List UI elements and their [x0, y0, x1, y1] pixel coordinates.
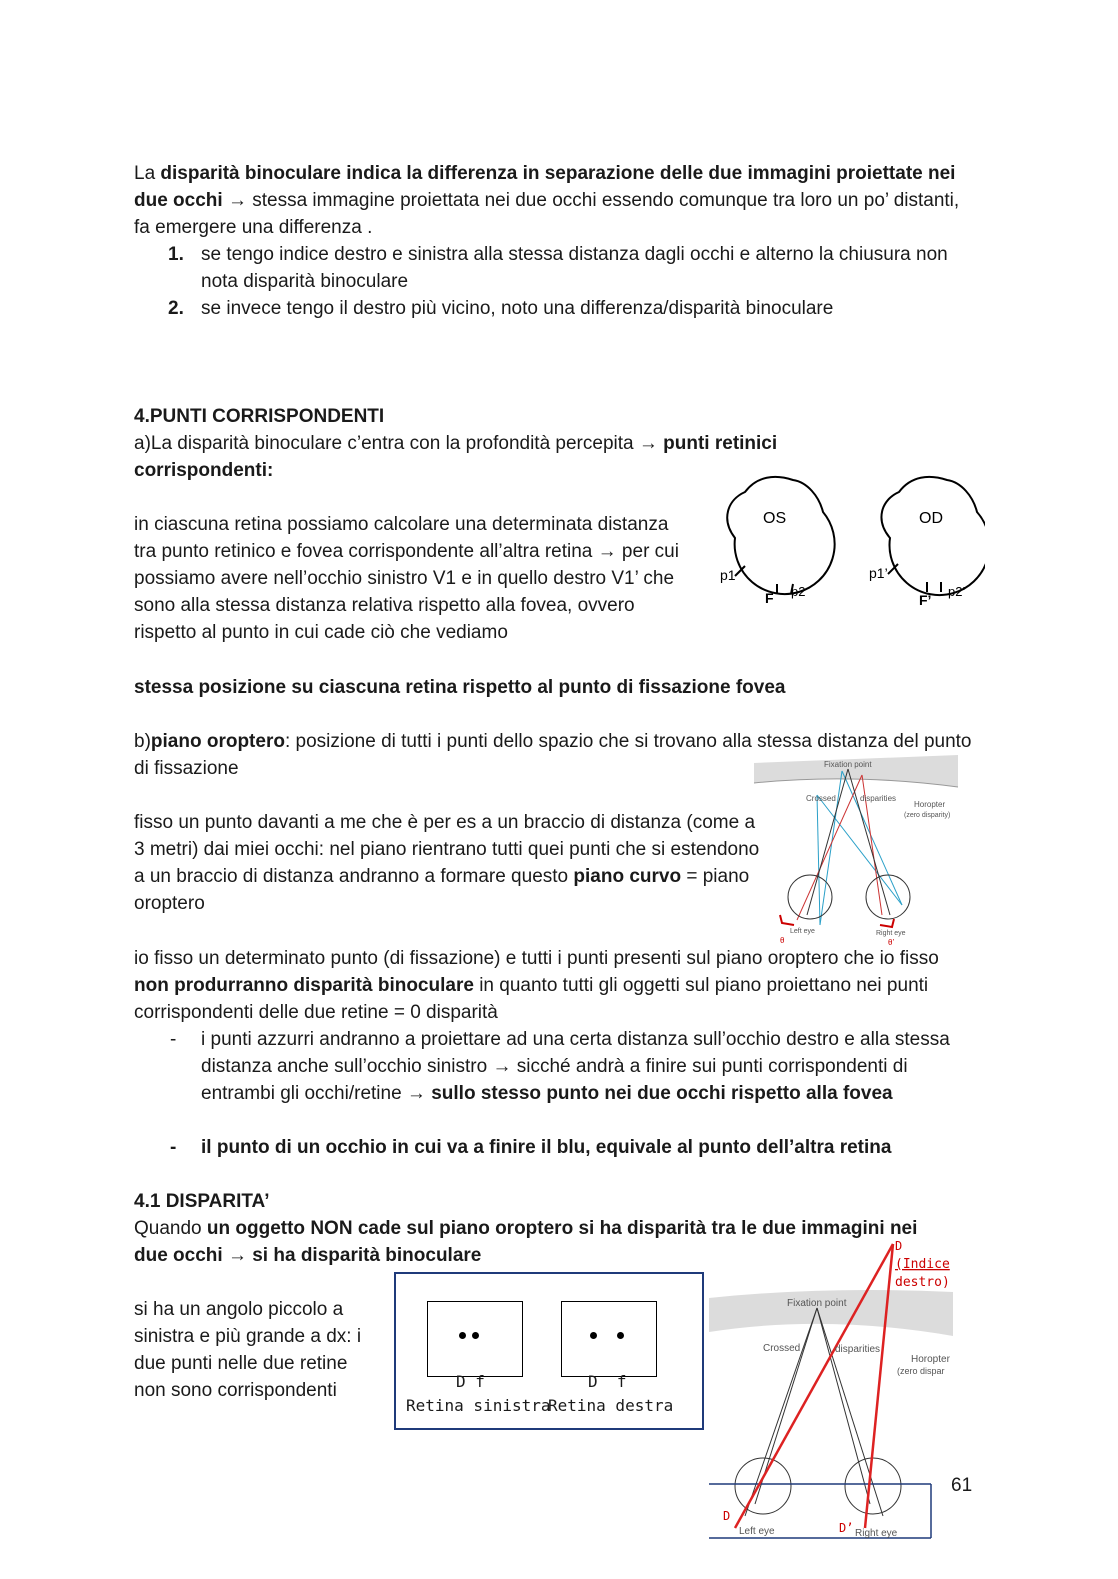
fr-label: F’: [919, 592, 932, 608]
disparities-label: disparities: [860, 794, 897, 803]
d-top-label: D: [895, 1239, 903, 1253]
section-heading: 4.1 DISPARITA’: [134, 1191, 270, 1212]
theta-right-label: θ’: [888, 938, 895, 945]
dot-f: [472, 1332, 479, 1339]
disparity-figure: [705, 1236, 955, 1542]
intro-paragraph: La disparità binoculare indica la differenza in separazione delle due immagini proiettate nei due occhi → stessa immagine proiettata nei due occhi essendo comunque tra loro un po’ distanti, fa emergere una differenza .: [134, 163, 960, 238]
p2-label: p2: [791, 584, 806, 599]
retina-paragraph: in ciascuna retina possiamo calcolare una determinata distanza tra punto retinico e fovea corrispondente all’altra retina → per cui possiamo avere nell’occhio sinistro V1 e in quello destro V1’ che sono alla stessa distanza relativa rispetto alla fovea, ovvero rispetto al punto in cui cade ciò che vediamo: [134, 514, 679, 643]
crossed-label: Crossed: [806, 794, 836, 803]
indice-label: (Indice: [895, 1257, 950, 1272]
page-number: 61: [951, 1475, 973, 1496]
fixation-label: Fixation point: [787, 1298, 847, 1309]
horopter-label: Horopter: [914, 800, 946, 809]
p2r-label: p2’: [948, 584, 966, 599]
zero-disparity-label: (zero disparity): [904, 812, 951, 819]
disparities-label: disparities: [835, 1344, 881, 1355]
d-right-label: D’: [839, 1521, 854, 1535]
p1-label: p1: [720, 567, 736, 583]
retina-right-label: Retina destra: [548, 1396, 674, 1415]
eyes-figure: [715, 468, 985, 613]
d-left-label: D: [723, 1509, 731, 1523]
left-eye-label: Left eye: [790, 928, 815, 935]
paragraph-quando: Quando un oggetto NON cade sul piano oroptero si ha disparità tra le due immagini nei due occhi → si ha disparità binoculare: [134, 1218, 918, 1266]
fixation-label: Fixation point: [824, 760, 872, 769]
paragraph-a: a)La disparità binoculare c’entra con la profondità percepita → punti retinici corrispondenti:: [134, 433, 778, 481]
p1r-label: p1’: [869, 565, 888, 581]
right-eye-label: Right eye: [855, 1528, 898, 1539]
df-right-label: D f: [588, 1372, 627, 1391]
io-paragraph: io fisso un determinato punto (di fissazione) e tutti i punti presenti sul piano oroptero che io fisso non produrranno disparità binoculare in quanto tutti gli oggetti sul piano proiettano nei punti corrispondenti delle due retine = 0 disparità: [134, 948, 939, 1023]
dot-d: [459, 1332, 466, 1339]
theta-label: θ: [780, 936, 785, 945]
angle-paragraph: si ha un angolo piccolo a sinistra e più grande a dx: i due punti nelle due retine non sono corrispondenti: [134, 1299, 362, 1401]
crossed-label: Crossed: [763, 1343, 801, 1354]
retina-left-label: Retina sinistra: [406, 1396, 551, 1415]
destro-label: destro): [895, 1275, 950, 1290]
dot-d: [590, 1332, 597, 1339]
f-label: F: [765, 590, 774, 606]
retina-diagram: [394, 1272, 704, 1430]
df-left-label: D f: [456, 1372, 485, 1391]
os-label: OS: [763, 510, 787, 527]
horopter-figure: [752, 755, 962, 945]
same-position-text: stessa posizione su ciascuna retina rispetto al punto di fissazione fovea: [134, 677, 786, 698]
right-retina-box: [561, 1301, 657, 1377]
horopter-label: Horopter: [911, 1354, 950, 1365]
right-eye-label: Right eye: [876, 930, 906, 937]
section-heading: 4.PUNTI CORRISPONDENTI: [134, 406, 385, 427]
fisso-paragraph: fisso un punto davanti a me che è per es a un braccio di distanza (come a 3 metri) dai miei occhi: nel piano rientrano tutti quei punti che si estendono a un braccio di distanza andranno a formare questo piano curvo = piano oroptero: [134, 812, 760, 914]
dot-f: [617, 1332, 624, 1339]
left-eye-label: Left eye: [739, 1526, 775, 1537]
paragraph-b: b)piano oroptero: posizione di tutti i punti dello spazio che si trovano alla stessa distanza del punto di fissazione: [134, 731, 972, 779]
zero-disparity-label: (zero dispar: [897, 1366, 945, 1376]
od-label: OD: [919, 510, 943, 527]
left-retina-box: [427, 1301, 523, 1377]
